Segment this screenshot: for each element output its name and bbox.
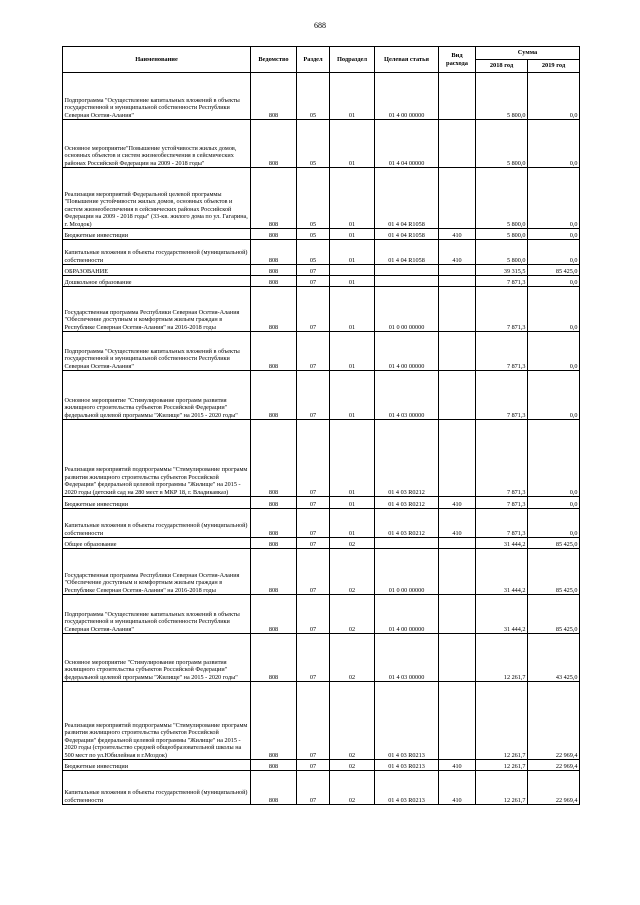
cell-name: Подпрограмма "Осуществление капитальных вложений в объекты государственной и муниципальной собственности Республики Северная Осетия-Алания" bbox=[63, 73, 251, 120]
cell-2019: 0,0 bbox=[528, 287, 580, 332]
cell-section: 07 bbox=[297, 682, 330, 760]
cell-section: 07 bbox=[297, 538, 330, 549]
cell-2019: 85 425,0 bbox=[528, 595, 580, 634]
cell-dept: 808 bbox=[251, 497, 297, 509]
cell-subsection: 01 bbox=[330, 420, 375, 497]
cell-2019: 0,0 bbox=[528, 420, 580, 497]
cell-target: 01 4 00 00000 bbox=[375, 332, 439, 371]
cell-2018: 5 800,0 bbox=[476, 168, 528, 229]
cell-subsection: 02 bbox=[330, 682, 375, 760]
cell-2018: 7 871,3 bbox=[476, 497, 528, 509]
cell-2019: 0,0 bbox=[528, 73, 580, 120]
cell-2018: 39 315,5 bbox=[476, 265, 528, 276]
cell-target: 01 4 03 R0212 bbox=[375, 497, 439, 509]
cell-2018: 31 444,2 bbox=[476, 549, 528, 595]
table-row bbox=[63, 332, 580, 371]
cell-target: 01 4 04 R1058 bbox=[375, 229, 439, 240]
cell-exp-type bbox=[439, 265, 476, 276]
cell-2019: 0,0 bbox=[528, 168, 580, 229]
cell-target: 01 0 00 00000 bbox=[375, 287, 439, 332]
table-row bbox=[63, 73, 580, 120]
cell-name: Дошкольное образование bbox=[63, 276, 251, 287]
header-sum: Сумма bbox=[476, 47, 580, 60]
cell-target: 01 4 03 R0213 bbox=[375, 771, 439, 805]
cell-subsection: 02 bbox=[330, 595, 375, 634]
cell-exp-type bbox=[439, 371, 476, 420]
cell-dept: 808 bbox=[251, 760, 297, 771]
table-row bbox=[63, 509, 580, 538]
cell-2018: 31 444,2 bbox=[476, 538, 528, 549]
cell-2018: 7 871,3 bbox=[476, 420, 528, 497]
cell-2018: 5 800,0 bbox=[476, 240, 528, 265]
cell-section: 07 bbox=[297, 634, 330, 682]
table-row bbox=[63, 595, 580, 634]
cell-subsection: 01 bbox=[330, 371, 375, 420]
cell-exp-type bbox=[439, 595, 476, 634]
header-section: Раздел bbox=[297, 47, 330, 73]
cell-subsection: 01 bbox=[330, 509, 375, 538]
cell-section: 07 bbox=[297, 332, 330, 371]
cell-2018: 5 800,0 bbox=[476, 73, 528, 120]
cell-section: 07 bbox=[297, 265, 330, 276]
cell-exp-type bbox=[439, 168, 476, 229]
cell-name: Государственная программа Республики Северная Осетия-Алания "Обеспечение доступным и комфортным жильем граждан в Республике Северная Осетия-Алания" на 2016-2018 годы bbox=[63, 287, 251, 332]
cell-dept: 808 bbox=[251, 538, 297, 549]
cell-target: 01 4 03 00000 bbox=[375, 371, 439, 420]
table-row bbox=[63, 682, 580, 760]
cell-exp-type bbox=[439, 420, 476, 497]
cell-exp-type bbox=[439, 634, 476, 682]
cell-2019: 0,0 bbox=[528, 229, 580, 240]
table-row bbox=[63, 276, 580, 287]
cell-dept: 808 bbox=[251, 595, 297, 634]
cell-section: 07 bbox=[297, 287, 330, 332]
cell-subsection: 01 bbox=[330, 287, 375, 332]
cell-subsection: 02 bbox=[330, 634, 375, 682]
header-2018: 2018 год bbox=[476, 60, 528, 73]
cell-name: Капитальные вложения в объекты государственной (муниципальной) собственности bbox=[63, 771, 251, 805]
cell-section: 05 bbox=[297, 240, 330, 265]
cell-name: Общее образование bbox=[63, 538, 251, 549]
cell-name: Бюджетные инвестиции bbox=[63, 229, 251, 240]
budget-table bbox=[62, 46, 580, 805]
cell-section: 05 bbox=[297, 229, 330, 240]
cell-name: ОБРАЗОВАНИЕ bbox=[63, 265, 251, 276]
cell-name: Основное мероприятие "Стимулирование программ развития жилищного строительства субъектов Российской Федерации" федеральной целевой программы "Жилище" на 2015 - 2020 годы" bbox=[63, 634, 251, 682]
cell-name: Капитальные вложения в объекты государственной (муниципальной) собственности bbox=[63, 240, 251, 265]
cell-name: Бюджетные инвестиции bbox=[63, 760, 251, 771]
cell-2019: 22 969,4 bbox=[528, 682, 580, 760]
cell-exp-type: 410 bbox=[439, 497, 476, 509]
cell-dept: 808 bbox=[251, 682, 297, 760]
cell-dept: 808 bbox=[251, 332, 297, 371]
cell-2019: 22 969,4 bbox=[528, 760, 580, 771]
cell-exp-type bbox=[439, 120, 476, 168]
cell-subsection: 01 bbox=[330, 240, 375, 265]
cell-name: Основное мероприятие"Повышение устойчивости жилых домов, основных объектов и систем жизнеобеспечения в сейсмических районах Российской Федерации на 2009 - 2018 годы" bbox=[63, 120, 251, 168]
table-row bbox=[63, 287, 580, 332]
cell-section: 07 bbox=[297, 760, 330, 771]
cell-name: Реализация мероприятий подпрограммы "Стимулирование программ развития жилищного строительства субъектов Российской Федерации" федеральной целевой программы "Жилище" на 2015 - 2020 годы (строительство средней общеобразовательной школы на 500 мест по ул.Юбилейная в г.Моздок) bbox=[63, 682, 251, 760]
cell-subsection: 02 bbox=[330, 760, 375, 771]
cell-2018: 31 444,2 bbox=[476, 595, 528, 634]
cell-dept: 808 bbox=[251, 265, 297, 276]
cell-2019: 22 969,4 bbox=[528, 771, 580, 805]
cell-section: 05 bbox=[297, 168, 330, 229]
cell-exp-type: 410 bbox=[439, 760, 476, 771]
cell-name: Капитальные вложения в объекты государственной (муниципальной) собственности bbox=[63, 509, 251, 538]
cell-target: 01 4 03 R0212 bbox=[375, 420, 439, 497]
table-row bbox=[63, 420, 580, 497]
cell-2019: 85 425,0 bbox=[528, 538, 580, 549]
cell-dept: 808 bbox=[251, 73, 297, 120]
cell-exp-type bbox=[439, 538, 476, 549]
cell-2018: 12 261,7 bbox=[476, 760, 528, 771]
header-exp-type: Вид расхода bbox=[439, 47, 476, 73]
cell-section: 07 bbox=[297, 595, 330, 634]
cell-2018: 7 871,3 bbox=[476, 332, 528, 371]
cell-dept: 808 bbox=[251, 771, 297, 805]
cell-target: 01 4 03 00000 bbox=[375, 634, 439, 682]
cell-dept: 808 bbox=[251, 240, 297, 265]
cell-dept: 808 bbox=[251, 287, 297, 332]
cell-2019: 0,0 bbox=[528, 120, 580, 168]
cell-2019: 85 425,0 bbox=[528, 549, 580, 595]
cell-target bbox=[375, 276, 439, 287]
cell-section: 07 bbox=[297, 276, 330, 287]
cell-2019: 0,0 bbox=[528, 332, 580, 371]
cell-subsection: 01 bbox=[330, 497, 375, 509]
cell-section: 05 bbox=[297, 73, 330, 120]
cell-target: 01 4 03 R0213 bbox=[375, 760, 439, 771]
cell-2019: 0,0 bbox=[528, 497, 580, 509]
cell-target: 01 0 00 00000 bbox=[375, 549, 439, 595]
cell-exp-type: 410 bbox=[439, 240, 476, 265]
cell-target: 01 4 04 00000 bbox=[375, 120, 439, 168]
cell-2019: 85 425,0 bbox=[528, 265, 580, 276]
cell-exp-type bbox=[439, 287, 476, 332]
cell-target: 01 4 03 R0213 bbox=[375, 682, 439, 760]
header-2019: 2019 год bbox=[528, 60, 580, 73]
cell-section: 07 bbox=[297, 771, 330, 805]
cell-exp-type bbox=[439, 73, 476, 120]
table-row bbox=[63, 371, 580, 420]
cell-section: 07 bbox=[297, 371, 330, 420]
cell-dept: 808 bbox=[251, 549, 297, 595]
cell-target bbox=[375, 265, 439, 276]
cell-subsection bbox=[330, 265, 375, 276]
cell-subsection: 01 bbox=[330, 276, 375, 287]
cell-name: Основное мероприятие "Стимулирование программ развития жилищного строительства субъектов Российской Федерации" федеральной целевой программы "Жилище" на 2015 - 2020 годы" bbox=[63, 371, 251, 420]
cell-2019: 43 425,0 bbox=[528, 634, 580, 682]
cell-section: 07 bbox=[297, 420, 330, 497]
cell-2018: 12 261,7 bbox=[476, 682, 528, 760]
cell-2019: 0,0 bbox=[528, 276, 580, 287]
cell-2018: 7 871,3 bbox=[476, 509, 528, 538]
cell-2018: 12 261,7 bbox=[476, 771, 528, 805]
table-row bbox=[63, 229, 580, 240]
cell-dept: 808 bbox=[251, 509, 297, 538]
cell-subsection: 01 bbox=[330, 73, 375, 120]
cell-2018: 7 871,3 bbox=[476, 276, 528, 287]
cell-2018: 7 871,3 bbox=[476, 371, 528, 420]
table-header bbox=[63, 47, 580, 73]
cell-exp-type bbox=[439, 682, 476, 760]
cell-subsection: 02 bbox=[330, 771, 375, 805]
cell-name: Реализация мероприятий Федеральной целевой программы "Повышение устойчивости жилых домов, основных объектов и систем жизнеобеспечения в сейсмических районах Российской Федерации на 2009 - 2018 годы" (33-кв. жилого дома по ул. Гагарина, г. Моздок) bbox=[63, 168, 251, 229]
header-name: Наименование bbox=[63, 47, 251, 73]
cell-2019: 0,0 bbox=[528, 509, 580, 538]
cell-section: 07 bbox=[297, 509, 330, 538]
table-row bbox=[63, 265, 580, 276]
cell-exp-type: 410 bbox=[439, 771, 476, 805]
cell-target: 01 4 00 00000 bbox=[375, 595, 439, 634]
cell-exp-type bbox=[439, 276, 476, 287]
cell-exp-type: 410 bbox=[439, 229, 476, 240]
cell-target: 01 4 04 R1058 bbox=[375, 168, 439, 229]
cell-target: 01 4 03 R0212 bbox=[375, 509, 439, 538]
cell-name: Реализация мероприятий подпрограммы "Стимулирование программ развития жилищного строительства субъектов Российской Федерации" федеральной целевой программы "Жилище" на 2015 - 2020 годы (детский сад на 280 мест в МКР 18, г. Владикавказ) bbox=[63, 420, 251, 497]
cell-exp-type: 410 bbox=[439, 509, 476, 538]
table-row bbox=[63, 634, 580, 682]
cell-dept: 808 bbox=[251, 371, 297, 420]
cell-dept: 808 bbox=[251, 634, 297, 682]
cell-name: Подпрограмма "Осуществление капитальных вложений в объекты государственной и муниципальной собственности Республики Северная Осетия-Алания" bbox=[63, 332, 251, 371]
cell-exp-type bbox=[439, 332, 476, 371]
cell-2019: 0,0 bbox=[528, 371, 580, 420]
table-row bbox=[63, 168, 580, 229]
cell-target bbox=[375, 538, 439, 549]
cell-subsection: 02 bbox=[330, 538, 375, 549]
table-row bbox=[63, 760, 580, 771]
table-row bbox=[63, 120, 580, 168]
cell-dept: 808 bbox=[251, 120, 297, 168]
cell-subsection: 02 bbox=[330, 549, 375, 595]
cell-section: 05 bbox=[297, 120, 330, 168]
header-dept: Ведомство bbox=[251, 47, 297, 73]
cell-exp-type bbox=[439, 549, 476, 595]
cell-2018: 5 800,0 bbox=[476, 120, 528, 168]
cell-target: 01 4 04 R1058 bbox=[375, 240, 439, 265]
cell-target: 01 4 00 00000 bbox=[375, 73, 439, 120]
cell-subsection: 01 bbox=[330, 168, 375, 229]
cell-dept: 808 bbox=[251, 420, 297, 497]
page-number: 688 bbox=[314, 21, 326, 30]
cell-subsection: 01 bbox=[330, 332, 375, 371]
cell-dept: 808 bbox=[251, 168, 297, 229]
table-row bbox=[63, 240, 580, 265]
table-row bbox=[63, 549, 580, 595]
cell-name: Подпрограмма "Осуществление капитальных вложений в объекты государственной и муниципальной собственности Республики Северная Осетия-Алания" bbox=[63, 595, 251, 634]
cell-subsection: 01 bbox=[330, 229, 375, 240]
cell-2018: 5 800,0 bbox=[476, 229, 528, 240]
cell-section: 07 bbox=[297, 549, 330, 595]
cell-name: Государственная программа Республики Северная Осетия-Алания "Обеспечение доступным и комфортным жильем граждан в Республике Северная Осетия-Алания" на 2016-2018 годы bbox=[63, 549, 251, 595]
cell-subsection: 01 bbox=[330, 120, 375, 168]
cell-2019: 0,0 bbox=[528, 240, 580, 265]
cell-dept: 808 bbox=[251, 276, 297, 287]
cell-dept: 808 bbox=[251, 229, 297, 240]
header-target: Целевая статья bbox=[375, 47, 439, 73]
table-body bbox=[63, 73, 580, 805]
cell-name: Бюджетные инвестиции bbox=[63, 497, 251, 509]
table-row bbox=[63, 538, 580, 549]
cell-section: 07 bbox=[297, 497, 330, 509]
cell-2018: 12 261,7 bbox=[476, 634, 528, 682]
table-row bbox=[63, 497, 580, 509]
header-subsection: Подраздел bbox=[330, 47, 375, 73]
table-row bbox=[63, 771, 580, 805]
cell-2018: 7 871,3 bbox=[476, 287, 528, 332]
